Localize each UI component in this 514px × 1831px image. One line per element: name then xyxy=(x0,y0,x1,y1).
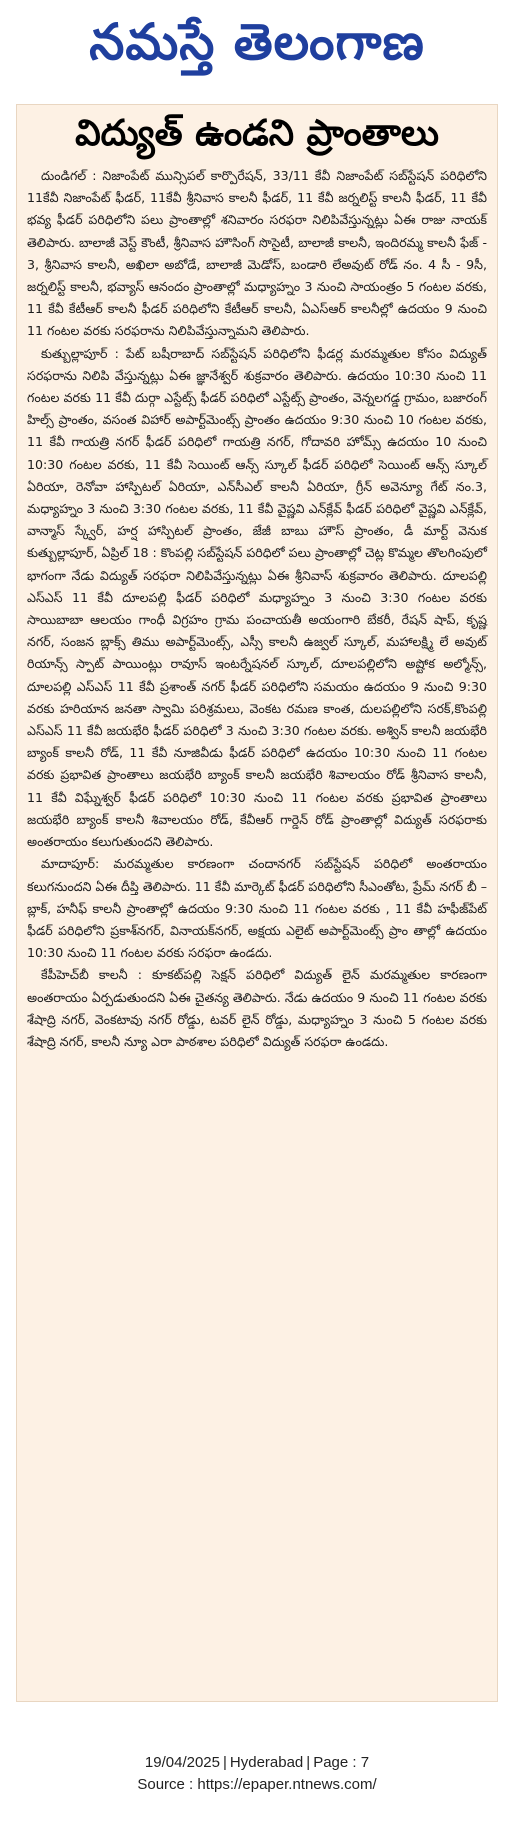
footer-separator: | xyxy=(306,1754,311,1771)
article-headline: విద్యుత్ ఉండని ప్రాంతాలు xyxy=(75,113,439,154)
article-paragraph-dundigal: దుండిగల్ : నిజాంపేట్ మున్సిపల్ కార్పొరేషన్, 33/11 కేవీ నిజాంపేట్ సబ్‌స్టేషన్ పరిధిలోని 11కేవీ నిజాంపేట్ ఫీడర్, 11కేవీ శ్రీనివాస కాలనీ ఫీడర్, 11 కేవీ జర్నలిస్ట్ కాలనీ ఫీడర్, 11 కేవీ భవ్య ఫీడర్ పరిధిలోని పలు ప్రాంతాల్లో శనివారం సరఫరా నిలిపివేస్తున్నట్లు ఏఈ రాజు నాయక్ తెలిపారు. బాలాజీ వెస్ట్ కౌంటీ, శ్రీనివాస హౌసింగ్ సొసైటీ, బాలాజీ కాలనీ, ఇందిరమ్మ కాలనీ ఫేజ్ - 3, శ్రీనివాస కాలనీ, అఖిలా అబోడే, బాలాజీ మెడోస్, బండారి లేఅవుట్ రోడ్ నం. 4 సీ - 9సీ, జర్నలిస్ట్ కాలనీ, భవ్యాస్ ఆనందం ప్రాంతాల్లో మధ్యాహ్నం 3 నుంచి సాయంత్రం 5 గంటల వరకు, 11 కేవీ కేటీఆర్ కాలనీ ఫీడర్ పరిధిలోని కేటీఆర్ కాలనీ, ఏఎస్ఆర్ కాలనీల్లో ఉదయం 9 నుంచి 11 గంటల వరకు సరఫరాను నిలిపివేస్తున్నామని తెలిపారు. xyxy=(27,168,487,339)
footer-meta-line xyxy=(0,1752,514,1774)
footer-page: Page : 7 xyxy=(313,1754,370,1771)
article-paragraph-kphb: కేపీహెచ్‌బీ కాలనీ : కూకట్‌పల్లి సెక్షన్ పరిధిలో విద్యుత్ లైన్ మరమ్మతుల కారణంగా అంతరాయం ఏర్పడుతుందని ఏఈ చైతన్య తెలిపారు. నేడు ఉదయం 9 నుంచి 11 గంటల వరకు శేషాద్రి నగర్, వెంకటావు నగర్ రోడ్డు, టవర్ లైన్ రోడ్డు, మధ్యాహ్నం 3 నుంచి 5 గంటల వరకు శేషాద్రి నగర్, కాలనీ న్యూ ఎరా పాఠశాల పరిధిలో విద్యుత్ సరఫరా ఉండదు. xyxy=(27,967,487,1049)
footer-city: Hyderabad xyxy=(229,1754,304,1771)
footer-date: 19/04/2025 xyxy=(144,1754,220,1771)
article-paragraph-kutbullapur: కుత్బుల్లాపూర్ : పేట్ బషీరాబాద్ సబ్‌స్టేషన్ పరిధిలోని ఫీడర్ల మరమ్మతుల కోసం విద్యుత్ సరఫరాను నిలిపి వేస్తున్నట్లు ఏఈ జ్ఞానేశ్వర్ శుక్రవారం తెలిపారు. ఉదయం 10:30 నుంచి 11 గంటల వరకు 11 కేవీ దుర్గా ఎస్టేట్స్ ఫీడర్ పరిధిలో ఎస్టేట్స్ ప్రాంతం, వెన్నలగడ్డ గ్రామం, బజారంగ్ హిల్స్ ప్రాంతం, వసంత విహార్ అపార్ట్‌మెంట్స్ ప్రాంతం ఉదయం 9:30 నుంచి 10 గంటల వరకు, 11 కేవీ గాయత్రి నగర్ ఫీడర్ పరిధిలో గాయత్రి నగర్, గోదావరి హోమ్స్ ఉదయం 10 నుంచి 10:30 గంటల వరకు, 11 కేవీ సెయింట్ ఆన్స్ స్కూల్ ఫీడర్ పరిధిలో సెయింట్ ఆన్స్ స్కూల్ ఏరియా, రెనోవా హాస్పిటల్ ఏరియా, ఎన్‌సీఎల్ కాలనీ ఏరియా, గ్రీన్ అవెన్యూ గేట్ నం.3, మధ్యాహ్నం 3 నుంచి 3:30 గంటల వరకు, 11 కేవీ వైష్ణవి ఎన్‌క్లేవ్ ఫీడర్ పరిధిలో వైష్ణవి ఎన్‌క్లేవ్, వాన్మాస్ స్క్వేర్, హర్ష హాస్పిటల్ ప్రాంతం, జేజీ బాబు హౌస్ ప్రాంతం, డీ మార్ట్ వెనుక కుత్బుల్లాపూర్, ఏప్రిల్ 18 : కొంపల్లి సబ్‌స్టేషన్ పరిధిలో పలు ప్రాంతాల్లో చెట్ల కొమ్మల తొలగింపులో భాగంగా నేడు విద్యుత్ సరఫరా నిలిపివేస్తున్నట్లు ఏఈ శ్రీనివాస్ శుక్రవారం తెలిపారు. దూలపల్లి ఎస్ఎస్ 11 కేవీ దూలపల్లి ఫీడర్ పరిధిలో మధ్యాహ్నం 3 నుంచి 3:30 గంటల వరకు సాయిబాబా ఆలయం గాంధీ విగ్రహం గ్రామ పంచాయతీ అయంగారి బేకరీ, రేషన్ షాప్, కృష్ణ నగర్, సంజన బ్లాక్స్ తిము అపార్ట్‌మెంట్స్, ఎస్సీ కాలనీ ఉజ్వల్ స్కూల్, మహాలక్ష్మి లే అవుట్ రియాన్స్ స్పాట్ పాయింట్లు రావూస్ ఇంటర్నేషనల్ స్కూల్, దూలపల్లిలోని అష్టోక అల్మోన్స్, దూలపల్లి ఎస్ఎస్ 11 కేవీ ప్రశాంత్ నగర్ ఫీడర్ పరిధిలోని సమయం ఉదయం 9 నుంచి 9:30 వరకు హరియాన జనతా స్వామి పరిశ్రమలు, వెంకట రమణ కాంత, దులపల్లిలోని సరక్,కొంపల్లి ఎస్ఎస్ 11 కేవీ జయభేరి ఫీడర్ పరిధిలో 3 నుంచి 3:30 గంటల వరకు. అశ్విన్ కాలనీ జయభేరి బ్యాంక్ కాలనీ రోడ్, 11 కేవీ నూజివీడు ఫీడర్ పరిధిలో ఉదయం 10:30 నుంచి 11 గంటల వరకు ప్రభావిత ప్రాంతాలు జయభేరి బ్యాంక్ కాలనీ జయభేరి శివాలయం రోడ్ శ్రీనివాస కాలనీ, 11 కేవీ విఘ్నేశ్వర్ ఫీడర్ పరిధిలో 10:30 నుంచి 11 గంటల వరకు ప్రభావిత ప్రాంతాలు జయభేరి బ్యాంక్ కాలనీ శివాలయం రోడ్, కేవీఆర్ గార్డెన్ రోడ్ ప్రాంతాల్లో విద్యుత్ సరఫరాకు అంతరాయం కలుగుతుందని తెలిపారు. xyxy=(27,345,487,850)
article-clipping xyxy=(16,104,498,1702)
footer-source[interactable]: Source : https://epaper.ntnews.com/ xyxy=(137,1776,377,1793)
newspaper-title: నమస్తే తెలంగాణ xyxy=(89,12,425,71)
footer-separator: | xyxy=(222,1754,227,1771)
article-paragraph-madhapur: మాదాపూర్: మరమ్మతుల కారణంగా చందానగర్ సబ్‌స్టేషన్ పరిధిలో అంతరాయం కలుగనుందని ఏఈ దీప్తి తెలిపారు. 11 కేవీ మార్కెట్ ఫీడర్ పరిధిలోని సీఎంతోట, ప్రేమ్ నగర్ బీ –బ్లాక్, హనీఫ్ కాలనీ ప్రాంతాల్లో ఉదయం 9:30 నుంచి 11 గంటల వరకు , 11 కేవీ హఫీజ్‌పేట్ ఫీడర్ పరిధిలోని ప్రకాశ్‌నగర్, వినాయక్‌నగర్, అక్షయ ఎలైట్ అపార్ట్‌మెంట్స్ ప్రాం తాల్లో ఉదయం 10:30 నుంచి 11 గంటల వరకు సరఫరా ఉండదు. xyxy=(27,856,487,961)
footer xyxy=(0,1752,514,1796)
masthead xyxy=(0,0,514,96)
